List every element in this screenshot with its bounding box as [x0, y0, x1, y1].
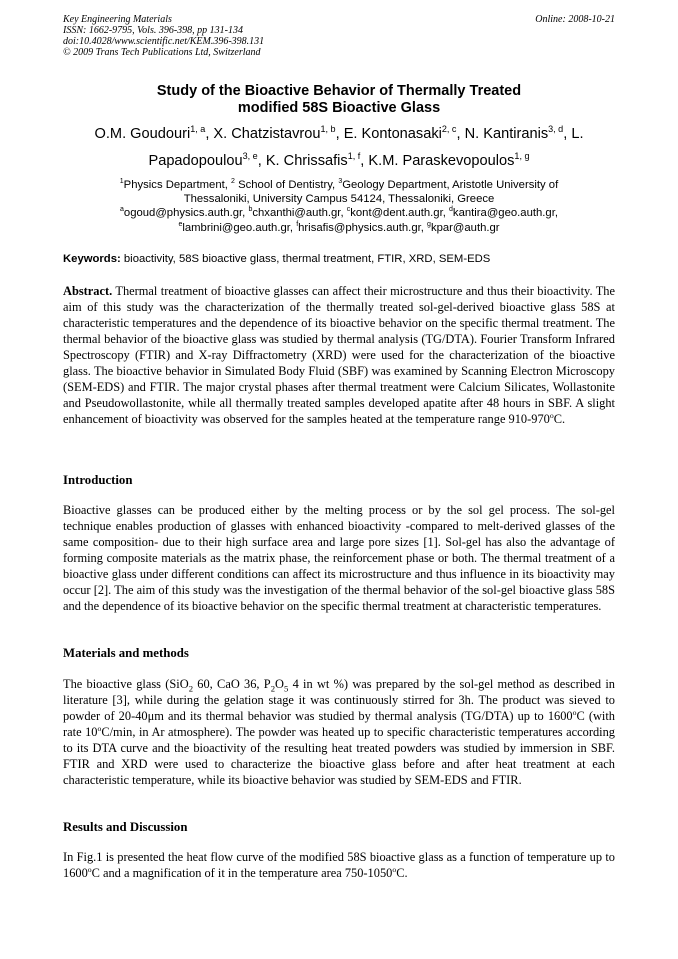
author: N. Kantiranis$^{3, d}$	[464, 124, 564, 142]
copyright-line: © 2009 Trans Tech Publications Ltd, Switzerland	[63, 47, 261, 58]
keywords-text: bioactivity, 58S bioactive glass, thermal treatment, FTIR, XRD, SEM-EDS	[120, 253, 491, 265]
email-link[interactable]: kpar@auth.gr	[430, 221, 500, 234]
keywords-label: Keywords:	[63, 253, 121, 265]
title-line-2: modified 58S Bioactive Glass	[237, 100, 441, 116]
online-date: Online: 2008-10-21	[535, 14, 615, 25]
email-link[interactable]: chxanthi@auth.gr	[252, 207, 341, 220]
email-link[interactable]: lambrini@geo.auth.gr	[182, 221, 290, 234]
methods-text: The bioactive glass (SiO$_2$ 60, CaO 36, $P_2O_5$ 4 in wt %) was prepared by the sol-gel method as described in literature [3], while during the gelation stage it was continuously stirred for 3h. The product was sieved to powder of 20-40μm and its thermal behavior was studied by thermal analysis (TG/DTA) up to 1600$^o$C (with rate 10$^o$C/min, in Ar atmosphere). The powder was heated up to specific characteristic temperatures according to its DTA curve and the bioactivity of the resulting heat treated powders was studied by immersion in SBF. FTIR and XRD were used to characterize the bioactive glass before and after heat treatment at each characteristic temperature, while its bioactive behavior was studied by SEM-EDS and FTIR.	[63, 677, 615, 787]
title-line-1: Study of the Bioactive Behavior of Thermally Treated	[156, 83, 522, 99]
introduction-heading: Introduction	[63, 473, 133, 487]
author: X. Chatzistavrou$^{1, b}$	[213, 124, 336, 142]
results-heading: Results and Discussion	[63, 820, 188, 834]
paper-title	[63, 83, 615, 117]
methods-heading: Materials and methods	[63, 646, 189, 660]
author-list: O.M. Goudouri$^{1, a}$, X. Chatzistavrou$^{1, b}$, E. Kontonasaki$^{2, c}$, N. Kantiranis$^{3, d}$, L. Papadopoulou$^{3, e}$, K. Chrissafis$^{1, f}$, K.M. Paraskevopoulos$^{1, g}$	[94, 124, 584, 169]
affiliations	[63, 178, 615, 235]
abstract-label: Abstract.	[63, 284, 113, 298]
abstract: Abstract. Thermal treatment of bioactive glasses can affect their microstructure and thus their bioactivity. The aim of this study was the characterization of the thermally treated sol-gel-derived bioactive glass 58S at characteristic temperatures and the dependence of its bioactive behavior on the specific thermal treatment. The thermal behavior of the bioactive glass was studied by thermal analysis (TG/DTA). Fourier Transform Infrared Spectroscopy (FTIR) and X-ray Diffractometry (XRD) were used for the characterization of the bioactive glass. The bioactive behavior in Simulated Body Fluid (SBF) was examined by Scanning Electron Microscopy (SEM-EDS) and FTIR. The major crystal phases after thermal treatment were Calcium Silicates, Wollastonite and Pseudowollastonite, while all thermally treated samples developed apatite after 48 hours in SBF. A slight enhancement of bioactivity was observed for the samples heated at the temperature range 910-970$^o$C.	[63, 284, 615, 426]
affiliation-departments: $^1$Physics Department, $^2$ School of Dentistry, $^3$Geology Department, Aristotle University of	[119, 178, 559, 191]
author: K. Chrissafis$^{1, f}$	[265, 151, 361, 169]
email-link[interactable]: hrisafis@physics.auth.gr	[298, 221, 421, 234]
abstract-text: Thermal treatment of bioactive glasses can affect their microstructure and thus their bioactivity. The aim of this study was the characterization of the thermally treated sol-gel-derived bioactive glass 58S at characteristic temperatures and the dependence of its bioactive behavior on the specific thermal treatment. The thermal behavior of the bioactive glass was studied by thermal analysis (TG/DTA). Fourier Transform Infrared Spectroscopy (FTIR) and X-ray Diffractometry (XRD) were used for the characterization of the bioactive glass. The bioactive behavior in Simulated Body Fluid (SBF) was examined by Scanning Electron Microscopy (SEM-EDS) and FTIR. The major crystal phases after thermal treatment were Calcium Silicates, Wollastonite and Pseudowollastonite, while all thermally treated samples developed apatite after 48 hours in SBF. A slight enhancement of bioactivity was observed for the samples heated at the temperature range 910-970	[63, 284, 615, 426]
doi-line: doi:10.4028/www.scientific.net/KEM.396-398.131	[63, 36, 265, 47]
journal-name: Key Engineering Materials	[63, 14, 172, 25]
keywords	[63, 252, 615, 266]
email-line-2: $^e$lambrini@geo.auth.gr, $^f$hrisafis@physics.auth.gr, $^g$kpar@auth.gr	[178, 220, 500, 234]
journal-header	[63, 14, 615, 58]
author: E. Kontonasaki$^{2, c}$	[343, 124, 457, 142]
author: O.M. Goudouri$^{1, a}$	[94, 124, 206, 142]
email-link[interactable]: ogoud@physics.auth.gr	[123, 207, 243, 220]
email-link[interactable]: kantira@geo.auth.gr	[452, 207, 555, 220]
email-link[interactable]: kont@dent.auth.gr	[350, 207, 443, 220]
results-text: In Fig.1 is presented the heat flow curve of the modified 58S bioactive glass as a function of temperature up to 1600$^o$C and a magnification of it in the temperature area 750-1050$^o$C.	[63, 850, 615, 880]
affiliation-address: Thessaloniki, University Campus 54124, Thessaloniki, Greece	[183, 193, 495, 206]
introduction-text: Bioactive glasses can be produced either by the melting process or by the sol gel process. The sol-gel technique enables production of glasses with enhanced bioactivity -compared to melt-derived glasses of the same composition- due to their high surface area and large pore sizes [1]. Sol-gel has also the advantage of forming composite materials as the matrix phase, the reinforcement phase or both. The thermal treatment of a bioactive glass under different conditions can affect its microstructure and thus influence in its bioactivity may occur [2]. The aim of this study was the investigation of the thermal behavior of the sol-gel bioactive glass 58S and the dependence of its bioactive behavior on the specific thermal treatment at characteristic temperatures.	[63, 503, 615, 613]
author: K.M. Paraskevopoulos$^{1, g}$	[368, 151, 530, 169]
issn-line: ISSN: 1662-9795, Vols. 396-398, pp 131-134	[63, 25, 243, 36]
author: L. Papadopoulou$^{3, e}$	[148, 126, 584, 169]
email-line-1: $^a$ogoud@physics.auth.gr, $^b$chxanthi@auth.gr, $^c$kont@dent.auth.gr, $^d$kantira@geo.auth.gr,	[120, 206, 558, 220]
